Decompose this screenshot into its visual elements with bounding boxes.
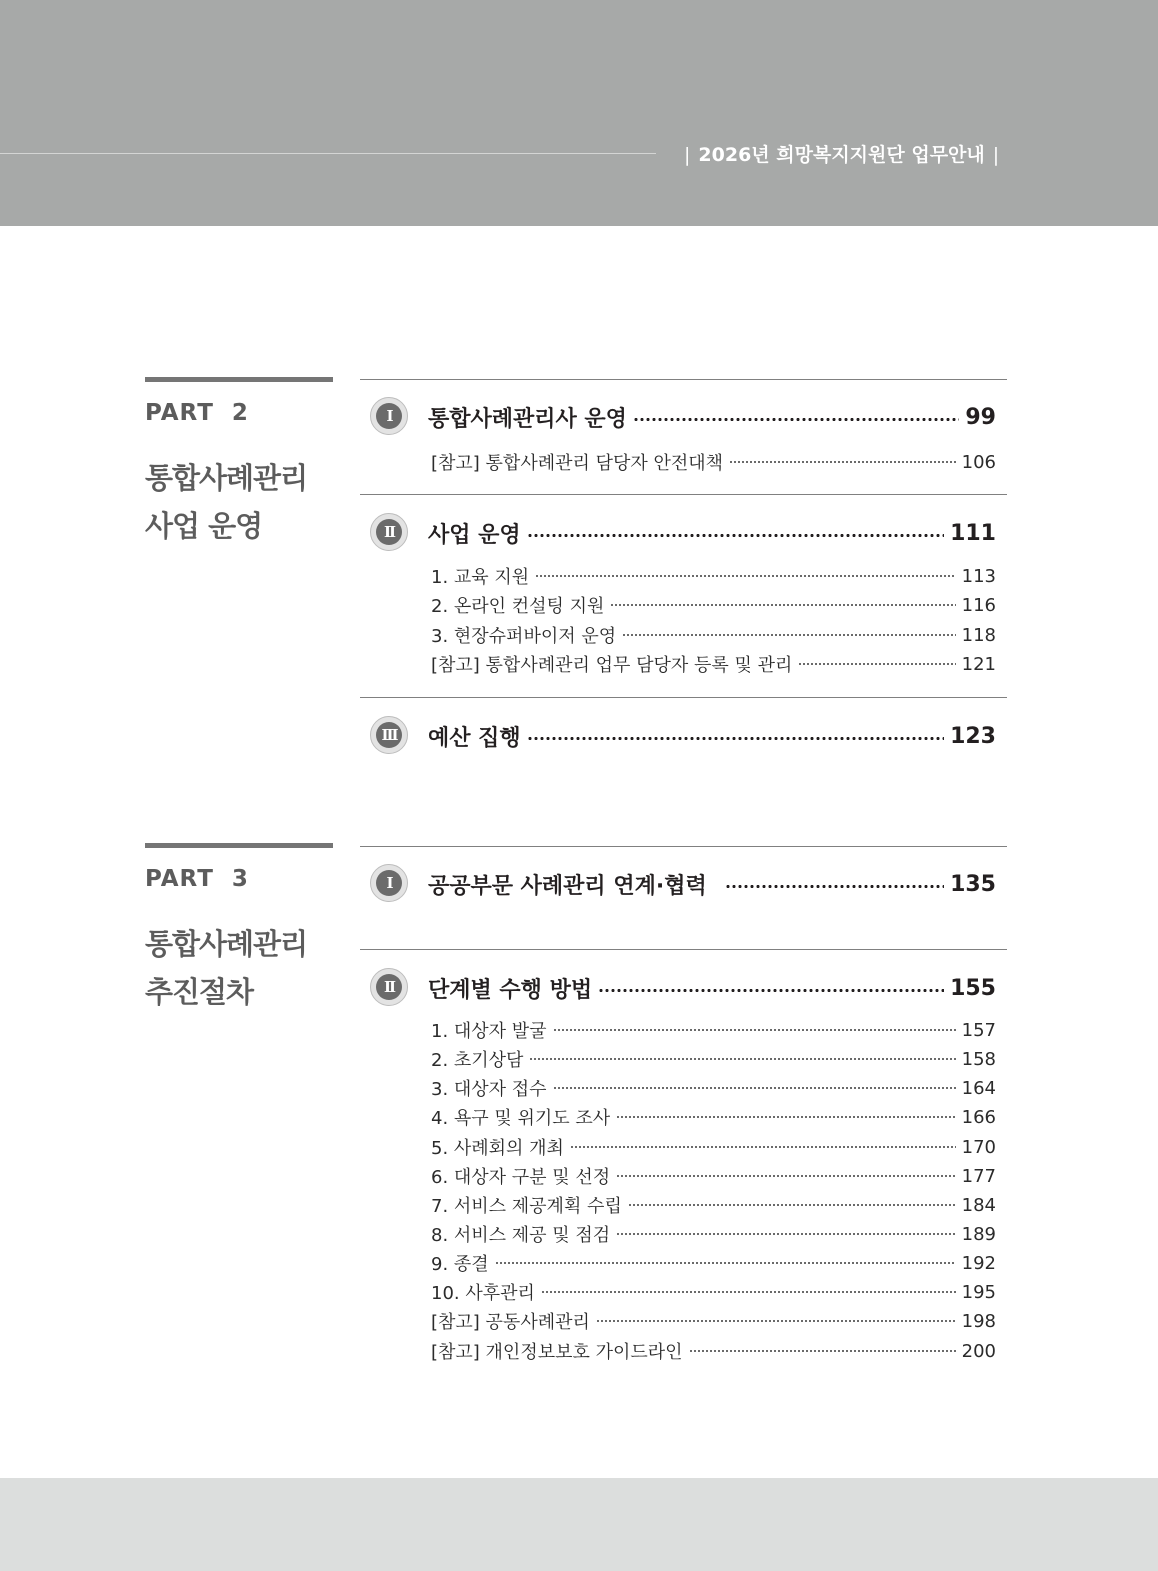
roman-numeral: III — [376, 722, 402, 748]
item-text: 1. 대상자 발굴 — [431, 1021, 547, 1042]
roman-numeral: II — [376, 519, 402, 545]
dot-leader — [729, 461, 956, 463]
section-title: 사업 운영 — [428, 522, 521, 548]
page-number: 99 — [965, 404, 996, 430]
toc-item[interactable] — [431, 1220, 996, 1248]
page-number: 155 — [950, 975, 996, 1001]
part-label: PART 3 — [145, 866, 249, 892]
item-text: 6. 대상자 구분 및 선정 — [431, 1167, 611, 1188]
page-number: 166 — [961, 1106, 996, 1128]
dot-leader — [633, 418, 959, 421]
toc-item[interactable] — [431, 591, 996, 619]
item-text: 8. 서비스 제공 및 점검 — [431, 1225, 611, 1246]
dot-leader — [527, 534, 944, 537]
page-number: 177 — [961, 1165, 996, 1187]
part-title-line: 추진절차 — [145, 975, 254, 1009]
page-number: 170 — [961, 1136, 996, 1158]
roman-numeral: I — [376, 403, 402, 429]
dot-leader — [616, 1116, 955, 1118]
section-title: 통합사례관리사 운영 — [428, 406, 627, 432]
toc-item[interactable] — [431, 448, 996, 476]
dot-leader — [527, 737, 944, 740]
toc-item[interactable] — [431, 1074, 996, 1102]
dot-leader — [610, 604, 955, 606]
page-number: 157 — [961, 1019, 996, 1041]
toc-section-2-2[interactable] — [370, 511, 996, 555]
page-number: 195 — [961, 1281, 996, 1303]
section-rule — [360, 697, 1007, 698]
item-text: 7. 서비스 제공계획 수립 — [431, 1196, 622, 1217]
roman-numeral-badge — [370, 968, 408, 1006]
page-number: 189 — [961, 1223, 996, 1245]
toc-item[interactable] — [431, 1191, 996, 1219]
roman-numeral-badge — [370, 513, 408, 551]
dot-leader — [798, 663, 955, 665]
page-number: 164 — [961, 1077, 996, 1099]
page-number: 113 — [961, 565, 996, 587]
roman-numeral-badge — [370, 716, 408, 754]
toc-section-3-1[interactable] — [370, 862, 996, 906]
roman-numeral-badge — [370, 864, 408, 902]
section-rule — [360, 379, 1007, 380]
toc-item[interactable] — [431, 1249, 996, 1277]
dot-leader — [570, 1146, 956, 1148]
part-title-line: 통합사례관리 — [145, 927, 308, 961]
toc-item[interactable] — [431, 1133, 996, 1161]
dot-leader — [535, 575, 955, 577]
dot-leader — [616, 1233, 955, 1235]
roman-numeral: II — [376, 974, 402, 1000]
page-number: 192 — [961, 1252, 996, 1274]
dot-leader — [725, 885, 944, 888]
part-rule — [145, 843, 333, 848]
part-label: PART 2 — [145, 400, 249, 426]
roman-numeral: I — [376, 870, 402, 896]
header-bar-left: | — [684, 144, 691, 166]
dot-leader — [553, 1029, 956, 1031]
page-number: 158 — [961, 1048, 996, 1070]
toc-item[interactable] — [431, 1278, 996, 1306]
section-rule — [360, 949, 1007, 950]
toc-item[interactable] — [431, 562, 996, 590]
page-number: 198 — [961, 1310, 996, 1332]
toc-item[interactable] — [431, 650, 996, 678]
header-rule — [0, 153, 656, 154]
page-number: 118 — [961, 624, 996, 646]
page-number: 135 — [950, 871, 996, 897]
footer-band — [0, 1478, 1158, 1571]
page-number: 123 — [950, 723, 996, 749]
item-text: 2. 온라인 컨설팅 지원 — [431, 596, 605, 617]
section-rule — [360, 846, 1007, 847]
item-text: [참고] 통합사례관리 업무 담당자 등록 및 관리 — [431, 655, 793, 676]
item-text: 10. 사후관리 — [431, 1283, 535, 1304]
section-title: 공공부문 사례관리 연계·협력 — [428, 873, 707, 899]
dot-leader — [541, 1291, 956, 1293]
dot-leader — [598, 989, 944, 992]
page-number: 184 — [961, 1194, 996, 1216]
item-text: 3. 현장슈퍼바이저 운영 — [431, 626, 617, 647]
page-number: 111 — [950, 520, 996, 546]
toc-item[interactable] — [431, 1103, 996, 1131]
part-title-line: 통합사례관리 — [145, 461, 308, 495]
part-title — [145, 454, 333, 550]
part-title-line: 사업 운영 — [145, 509, 263, 543]
header-title-text: 2026년 희망복지지원단 업무안내 — [698, 144, 985, 166]
running-header — [676, 140, 1007, 170]
toc-item[interactable] — [431, 1045, 996, 1073]
section-title: 단계별 수행 방법 — [428, 977, 593, 1003]
item-text: 4. 욕구 및 위기도 조사 — [431, 1108, 611, 1129]
item-text: [참고] 통합사례관리 담당자 안전대책 — [431, 453, 724, 474]
header-band — [0, 0, 1158, 226]
dot-leader — [628, 1204, 956, 1206]
roman-numeral-badge — [370, 397, 408, 435]
toc-item[interactable] — [431, 1337, 996, 1365]
dot-leader — [622, 634, 956, 636]
item-text: [참고] 개인정보보호 가이드라인 — [431, 1342, 683, 1363]
dot-leader — [529, 1058, 955, 1060]
toc-section-2-1[interactable] — [370, 395, 996, 439]
toc-item[interactable] — [431, 1016, 996, 1044]
toc-section-2-3[interactable] — [370, 714, 996, 758]
dot-leader — [495, 1262, 956, 1264]
dot-leader — [616, 1175, 955, 1177]
page-number: 121 — [961, 653, 996, 675]
item-text: 3. 대상자 접수 — [431, 1079, 547, 1100]
part-3-heading — [145, 843, 333, 1016]
page-number: 106 — [961, 451, 996, 473]
page-number: 200 — [961, 1340, 996, 1362]
item-text: 9. 종결 — [431, 1254, 489, 1275]
item-text: 2. 초기상담 — [431, 1050, 524, 1071]
header-bar-right: | — [992, 144, 1000, 166]
dot-leader — [689, 1350, 956, 1352]
page-number: 116 — [961, 594, 996, 616]
toc-item[interactable] — [431, 1162, 996, 1190]
part-2-heading — [145, 377, 333, 550]
item-text: 1. 교육 지원 — [431, 567, 530, 588]
section-rule — [360, 494, 1007, 495]
dot-leader — [596, 1320, 956, 1322]
part-title — [145, 920, 333, 1016]
toc-item[interactable] — [431, 1307, 996, 1335]
section-title: 예산 집행 — [428, 725, 521, 751]
item-text: 5. 사례회의 개최 — [431, 1138, 564, 1159]
toc-section-3-2[interactable] — [370, 966, 996, 1010]
item-text: [참고] 공동사례관리 — [431, 1312, 590, 1333]
toc-item[interactable] — [431, 621, 996, 649]
part-rule — [145, 377, 333, 382]
dot-leader — [553, 1087, 956, 1089]
